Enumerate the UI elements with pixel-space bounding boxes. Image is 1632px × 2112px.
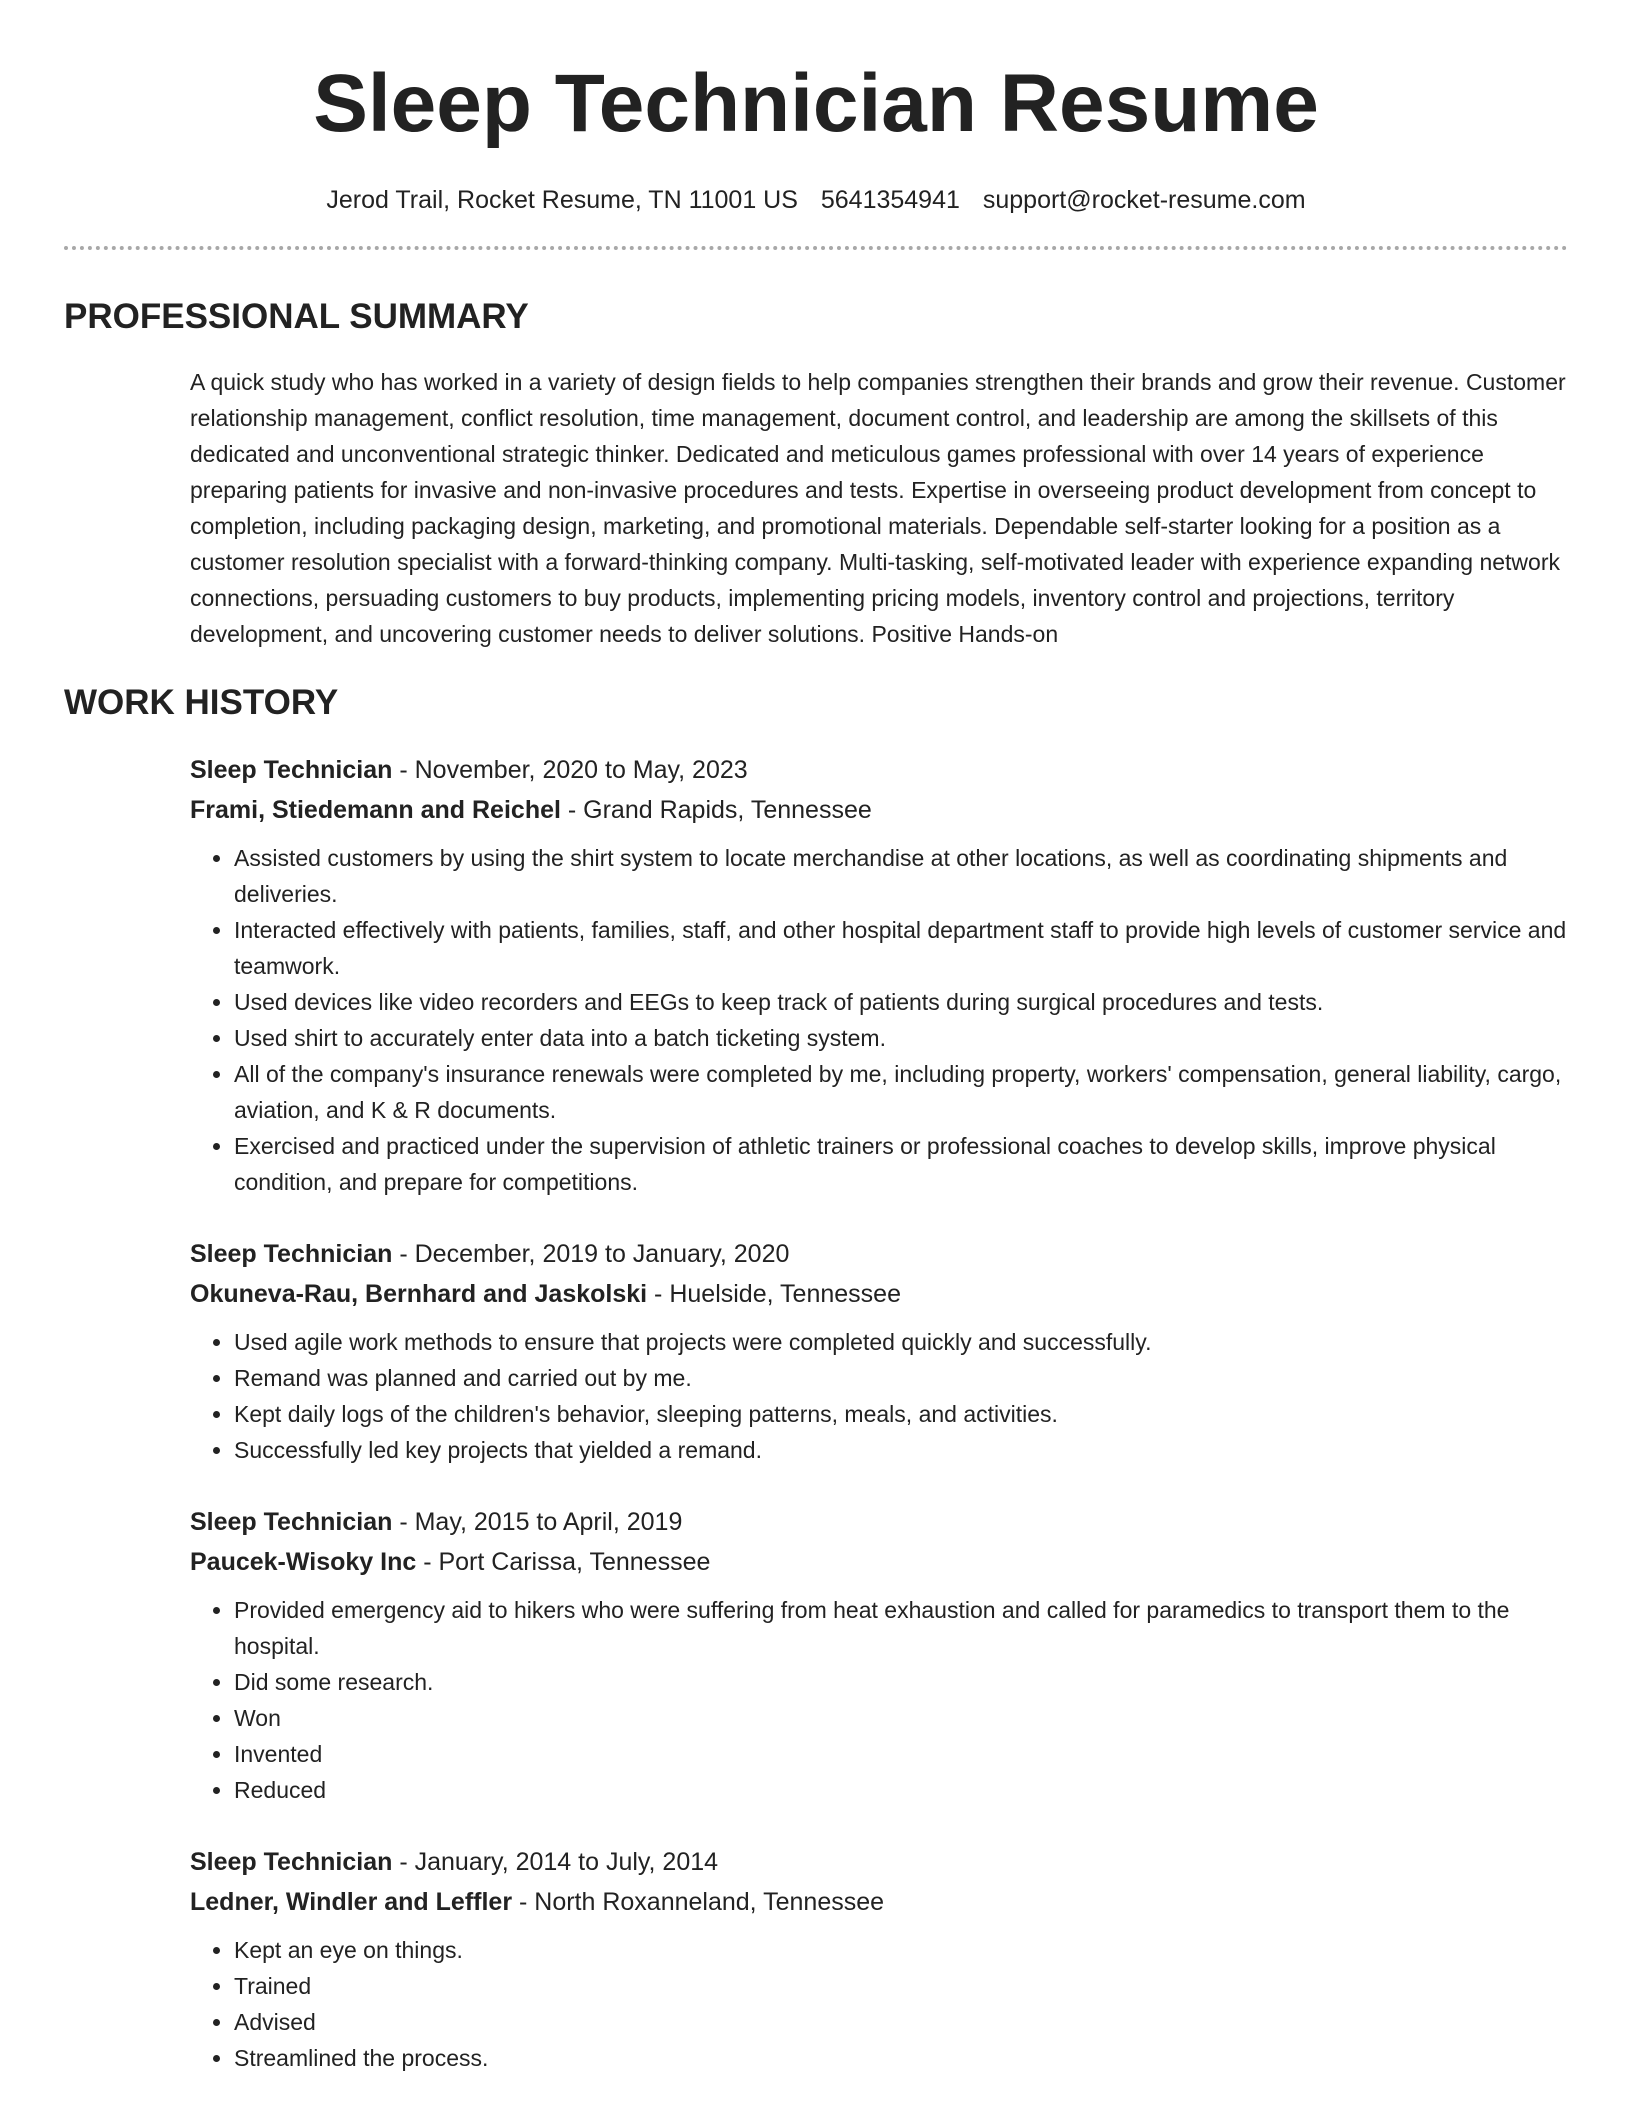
- job-bullet: • Invented: [234, 1736, 1568, 1772]
- job-title-line: [190, 1842, 1568, 1882]
- job-location: - Port Carissa, Tennessee: [416, 1548, 711, 1576]
- work-history-list: [64, 750, 1568, 2076]
- job-company: Paucek-Wisoky Inc: [190, 1548, 417, 1576]
- job-entry: [190, 1502, 1568, 1808]
- job-title: Sleep Technician: [190, 1508, 393, 1536]
- job-bullet: • Assisted customers by using the shirt system to locate merchandise at other locations, as well as coordinating shipments and deliveries.: [234, 840, 1568, 912]
- job-company: Okuneva-Rau, Bernhard and Jaskolski: [190, 1280, 648, 1308]
- contact-email[interactable]: support@rocket-resume.com: [982, 186, 1306, 214]
- job-bullet: • Trained: [234, 1968, 1568, 2004]
- job-bullet: • Kept an eye on things.: [234, 1932, 1568, 1968]
- job-location: - Grand Rapids, Tennessee: [560, 796, 872, 824]
- job-title-line: [190, 750, 1568, 790]
- job-bullet: • Used devices like video recorders and EEGs to keep track of patients during surgical procedures and tests.: [234, 984, 1568, 1020]
- job-bullets: [190, 1932, 1568, 2076]
- header-divider: [64, 246, 1568, 250]
- job-company-line: [190, 1274, 1568, 1314]
- job-bullet: • Advised: [234, 2004, 1568, 2040]
- job-bullet: • Exercised and practiced under the supervision of athletic trainers or professional coaches to develop skills, improve physical condition, and prepare for competitions.: [234, 1128, 1568, 1200]
- job-bullets: [190, 1592, 1568, 1808]
- job-entry: [190, 1842, 1568, 2076]
- job-bullets: [190, 1324, 1568, 1468]
- job-title: Sleep Technician: [190, 756, 393, 784]
- summary-heading: PROFESSIONAL SUMMARY: [64, 297, 529, 336]
- resume-title: Sleep Technician Resume: [313, 58, 1319, 149]
- contact-phone[interactable]: 5641354941: [820, 186, 960, 214]
- job-title-line: [190, 1502, 1568, 1542]
- job-entry: [190, 1234, 1568, 1468]
- job-bullet: • All of the company's insurance renewals were completed by me, including property, workers' compensation, general liability, cargo, aviation, and K & R documents.: [234, 1056, 1568, 1128]
- contact-line: [64, 184, 1568, 216]
- job-dates: - November, 2020 to May, 2023: [392, 756, 748, 784]
- job-bullet: • Used agile work methods to ensure that projects were completed quickly and successfully.: [234, 1324, 1568, 1360]
- job-dates: - May, 2015 to April, 2019: [392, 1508, 683, 1536]
- job-location: - North Roxanneland, Tennessee: [512, 1888, 885, 1916]
- job-bullet: • Interacted effectively with patients, families, staff, and other hospital department staff to provide high levels of customer service and teamwork.: [234, 912, 1568, 984]
- job-bullet: • Did some research.: [234, 1664, 1568, 1700]
- job-bullet: • Reduced: [234, 1772, 1568, 1808]
- job-company-line: [190, 1882, 1568, 1922]
- job-bullets: [190, 840, 1568, 1200]
- job-company-line: [190, 790, 1568, 830]
- job-bullet: • Provided emergency aid to hikers who were suffering from heat exhaustion and called for paramedics to transport them to the hospital.: [234, 1592, 1568, 1664]
- job-bullet: • Kept daily logs of the children's behavior, sleeping patterns, meals, and activities.: [234, 1396, 1568, 1432]
- job-dates: - December, 2019 to January, 2020: [392, 1240, 790, 1268]
- job-bullet: • Used shirt to accurately enter data into a batch ticketing system.: [234, 1020, 1568, 1056]
- job-title-line: [190, 1234, 1568, 1274]
- job-location: - Huelside, Tennessee: [647, 1280, 901, 1308]
- contact-address: Jerod Trail, Rocket Resume, TN 11001 US: [326, 186, 798, 214]
- job-company: Frami, Stiedemann and Reichel: [190, 796, 561, 824]
- job-bullet: • Remand was planned and carried out by me.: [234, 1360, 1568, 1396]
- job-title: Sleep Technician: [190, 1848, 393, 1876]
- job-bullet: • Successfully led key projects that yielded a remand.: [234, 1432, 1568, 1468]
- job-company: Ledner, Windler and Leffler: [190, 1888, 513, 1916]
- job-bullet: • Won: [234, 1700, 1568, 1736]
- job-company-line: [190, 1542, 1568, 1582]
- work-history-heading: WORK HISTORY: [64, 683, 339, 722]
- summary-text: A quick study who has worked in a variety of design fields to help companies strengthen their brands and grow their revenue. Customer relationship management, conflict resolution, time management, document control, and leadership are among the skillsets of this dedicated and unconventional strategic thinker. Dedicated and meticulous games professional with over 14 years of experience preparing patients for invasive and non-invasive procedures and tests. Expertise in overseeing product development from concept to completion, including packaging design, marketing, and promotional materials. Dependable self-starter looking for a position as a customer resolution specialist with a forward-thinking company. Multi-tasking, self-motivated leader with experience expanding network connections, persuading customers to buy products, implementing pricing models, inventory control and projections, territory development, and uncovering customer needs to deliver solutions. Positive Hands-on: [190, 369, 1566, 647]
- job-title: Sleep Technician: [190, 1240, 393, 1268]
- job-entry: [190, 750, 1568, 1200]
- job-bullet: • Streamlined the process.: [234, 2040, 1568, 2076]
- job-dates: - January, 2014 to July, 2014: [392, 1848, 719, 1876]
